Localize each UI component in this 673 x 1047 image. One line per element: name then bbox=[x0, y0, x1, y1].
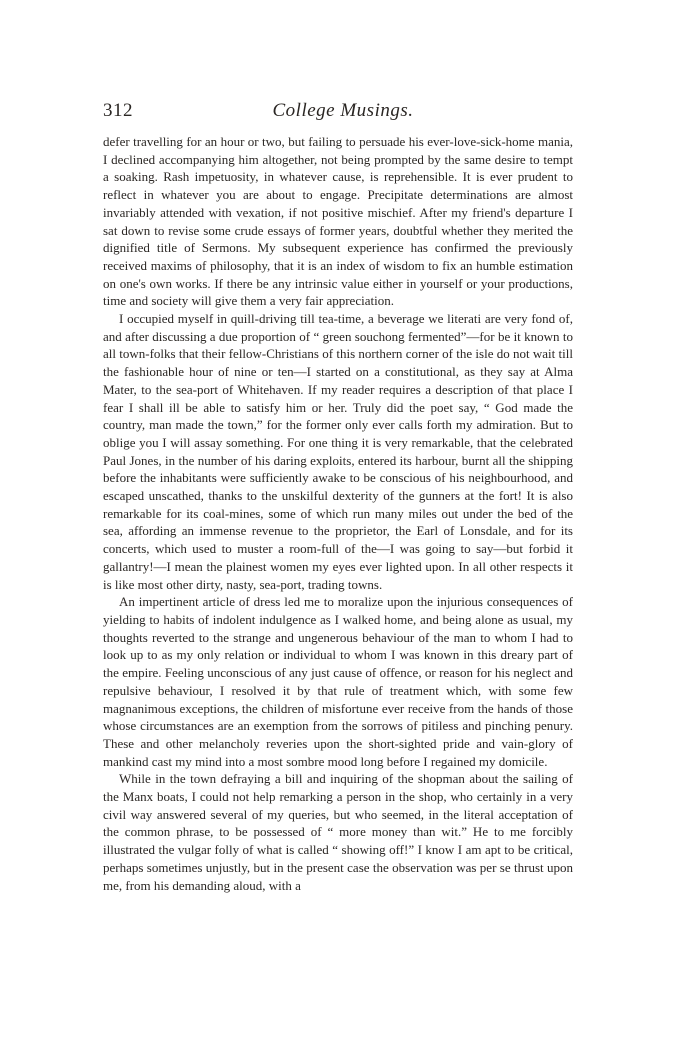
page-header bbox=[103, 98, 573, 124]
paragraph-whitehaven: I occupied myself in quill-driving till tea-time, a beverage we literati are very fond of, and after discussing a due proportion of “ green souchong fermented”—for be it known to all town-folks that their fellow-Christians of this northern corner of the isle do not wait till the fashionable hour of nine or ten—I started on a constitutional, as they say at Alma Mater, to the sea-port of Whitehaven. If my reader requires a description of that place I fear I shall ill be able to satisfy him or her. Truly did the poet say, “ God made the country, man made the town,” for the former only ever calls forth my admiration. But to oblige you I will assay something. For one thing it is very remarkable, that the celebrated Paul Jones, in the number of his daring exploits, entered its harbour, burnt all the shipping before the inhabitants were sufficiently awake to be conscious of his neighbourhood, and escaped unscathed, thanks to the unskilful dexterity of the gunners at the fort! It is also remarkable for its coal-mines, some of which run many miles out under the bed of the sea, affording an immense revenue to the proprietor, the Earl of Lonsdale, and for its concerts, which used to muster a room-full of the—I was going to say—but forbid it gallantry!—I mean the plainest women my eyes ever lighted upon. In all other respects it is like most other dirty, nasty, sea-port, trading towns. bbox=[103, 311, 573, 592]
paragraph-shopman: While in the town defraying a bill and inquiring of the shopman about the sailing of the Manx boats, I could not help remarking a person in the shop, who certainly in a very civil way answered several of my queries, but who seemed, in the literal acceptation of the common phrase, to be possessed of “ more money than wit.” He to me forcibly illustrated the vulgar folly of what is called “ showing off!” I know I am apt to be critical, perhaps sometimes unjustly, but in the present case the observation was per se thrust upon me, from his demanding aloud, with a bbox=[103, 771, 573, 893]
paragraph-continued: defer travelling for an hour or two, but failing to persuade his ever-love-sick-home mania, I declined accompanying him altogether, not being prompted by the same desire to tempt a soaking. Rash impetuosity, in whatever cause, is reprehensible. It is ever prudent to reflect in whatever you are about to engage. Precipitate determinations are almost invariably attended with vexation, if not positive mischief. After my friend's departure I sat down to revise some crude essays of former years, doubtful whether they merited the dignified title of Sermons. My subsequent experience has confirmed the previously received maxims of philosophy, that it is an index of wisdom to fix an humble estimation on one's own works. If there be any intrinsic value either in yourself or your productions, time and society will give them a very fair appreciation. bbox=[103, 134, 573, 309]
body-text bbox=[103, 133, 573, 894]
paragraph-reverie: An impertinent article of dress led me to moralize upon the injurious consequences of yielding to habits of indolent indulgence as I walked home, and being alone as usual, my thoughts reverted to the strange and ungenerous behaviour of the man to whom I had to look up to as my only relation or individual to whom I was known in this dreary part of the empire. Feeling unconscious of any just cause of offence, or reason for his neglect and repulsive behaviour, I resolved it by that rule of treatment which, with some few magnanimous exceptions, the children of misfortune ever receive from the hands of those whose circumstances are an exemption from the sorrows of pitiless and pinching penury. These and other melancholy reveries upon the short-sighted pride and vain-glory of mankind cast my mind into a most sombre mood long before I regained my domicile. bbox=[103, 594, 573, 769]
page-number: 312 bbox=[103, 100, 133, 121]
running-title: College Musings. bbox=[272, 100, 414, 121]
